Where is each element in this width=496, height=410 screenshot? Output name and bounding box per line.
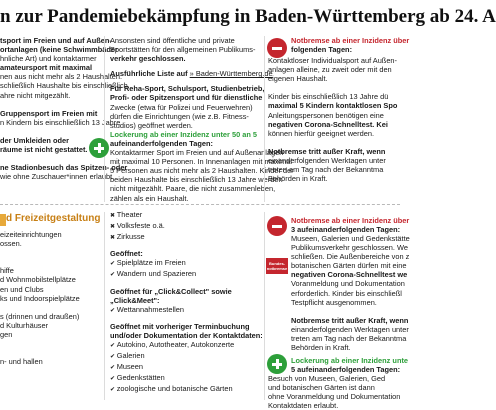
text-line: zählen als ein Haushalt. [110, 193, 189, 203]
column-divider [264, 212, 265, 400]
minus-icon [267, 38, 287, 58]
text-line: en und Clubs [0, 284, 44, 294]
text-line: Notbremse tritt außer Kraft, wenn [268, 146, 386, 156]
text-line: Besuch von Museen, Galerien, Ged [268, 374, 386, 383]
open-item: ✔ Spielplätze im Freien [110, 258, 262, 269]
text-line [0, 154, 98, 163]
text-line: ks und Indoorspielplätze [0, 293, 80, 303]
minus-icon [267, 216, 287, 236]
text-line: ohne Voranmeldung und Dokumentation [268, 392, 401, 402]
text-line: Sportstätten für den allgemeinen Publikums- [110, 45, 256, 55]
text-line: botanischen Gärten dürfen mit eine [291, 261, 407, 271]
text-line [268, 138, 400, 147]
text-line: Publikumsverkehr geschlossen. We [291, 243, 408, 253]
text-line: Kinder bis einschließlich 13 Jahre dü [268, 92, 389, 102]
text-line: ortanlagen (keine Schwimmbäder [0, 45, 118, 55]
text-line: Testpflicht ausgenommen. [291, 297, 377, 307]
text-line: amateursport mit maximal [0, 63, 93, 73]
text-line: können hierfür geeignet werden. [268, 128, 375, 138]
text-line: dürfen die Einrichtungen (wie z.B. Fitness- [110, 111, 249, 121]
text-line: einanderfolgenden Werktagen unter [268, 156, 386, 166]
text-line: der Umkleiden oder [0, 136, 69, 146]
term-heading: Geöffnet mit vorheriger Terminbuchung [110, 321, 250, 331]
open-heading: Geöffnet: [110, 249, 143, 259]
text-line: treten am Tag nach der Bekanntma [268, 165, 384, 175]
text-line: räume ist nicht gestattet. [0, 145, 88, 155]
text-line: d Wohnmobilstellplätze [0, 275, 76, 285]
details-link-line [110, 69, 273, 79]
column-divider [104, 36, 105, 202]
text-line: anlagen alleine, zu zweit oder mit den [268, 65, 392, 75]
term-item: ✔ zoologische und botanische Gärten [110, 384, 262, 395]
text-line: negativen Corona-Schnelltest. Kei [268, 119, 388, 129]
top-col3-body [268, 56, 400, 183]
text-line: und botanischen Gärten ist dann [268, 383, 375, 393]
text-line: maximal 5 Kindern kontaktlosen Spo [268, 101, 398, 111]
text-line: s (drinnen und draußen) [0, 311, 80, 321]
bottom-col2 [110, 210, 262, 396]
red-heading: Notbremse ab einer Inzidenz über [291, 36, 410, 45]
text-line: beiden Haushalte bis einschließlich 13 Jahre werden [110, 175, 283, 185]
text-line: gen [0, 330, 13, 340]
text-line: nen aus nicht mehr als 2 Haushalten. [0, 72, 123, 82]
green-heading: Lockerung ab einer Inzidenz unte [291, 356, 409, 365]
bottom-col3-head [291, 216, 423, 234]
text-line: 5 Personen aus nicht mehr als 2 Haushalten. Kinder der [110, 166, 294, 176]
text-line: treten am Tag nach der Bekanntma [291, 334, 407, 344]
details-link-prefix: Ausführliche Liste auf [110, 69, 190, 79]
text-line: ahre nicht mitgezählt. [0, 90, 71, 100]
text-line: n- und hallen [0, 357, 43, 367]
text-line: hnliche Art) und kontaktarmer [0, 54, 97, 64]
text-line: Kontaktarmer Sport im Freien und auf Außenanlagen [110, 148, 284, 158]
bottom-col3-body [291, 234, 423, 352]
text-line: verkehr geschlossen. [110, 54, 186, 64]
text-line: negativen Corona-Schnelltest we [291, 270, 408, 280]
text-line: erforderlich. Kinder bis einschließl [291, 288, 402, 298]
red-heading-2: folgenden Tagen: [291, 45, 353, 55]
text-line: Behörden in Kraft. [291, 343, 351, 353]
text-line: einanderfolgenden Werktagen unter [291, 324, 409, 334]
closed-item: ✖ Zirkusse [110, 232, 262, 243]
text-line: studios) geöffnet werden. [110, 120, 193, 130]
text-line: Profi- oder Spitzensport und für dienstliche [110, 93, 263, 103]
column-divider [264, 36, 265, 202]
text-line: d Kulturhäuser [0, 320, 49, 330]
text-line: Kontaktdaten erlaubt. [268, 401, 339, 410]
page-title: n zur Pandemiebekämpfung in Baden-Württemberg ab 24. A [0, 6, 496, 27]
text-line [0, 339, 98, 348]
text-line: wie ohne Zuschauer*innen erlaubt. [0, 172, 115, 182]
section-title: d Freizeitgestaltung [6, 213, 101, 224]
red-heading-2: 3 aufeinanderfolgenden Tagen: [291, 225, 401, 235]
text-line: schließlich Haushalte bis einschließlich [0, 81, 128, 91]
plus-icon [267, 354, 287, 374]
cc-item: ✔ Wettannahmestellen [110, 305, 262, 316]
bottom-col3-green [291, 356, 423, 374]
green-heading-2: aufeinanderfolgenden Tagen: [110, 138, 213, 148]
text-line [0, 257, 98, 266]
term-heading-2: und/oder Dokumentation der Kontaktdaten: [110, 330, 263, 340]
details-link[interactable]: » Baden-Württemberg.de [189, 69, 273, 79]
term-item: ✔ Autokino, Autotheater, Autokonzerte [110, 340, 262, 351]
term-item: ✔ Museen [110, 362, 262, 373]
text-line: tsport im Freien und auf Außen- [0, 36, 112, 45]
text-line: Gruppensport im Freien mit [0, 108, 98, 118]
top-col3 [291, 36, 423, 54]
text-line: eizeiteinrichtungen [0, 230, 62, 239]
text-line: Für Reha-Sport, Schulsport, Studienbetrieb, [110, 84, 265, 94]
text-line [0, 303, 98, 312]
green-heading-2: 5 aufeinanderfolgenden Tagen: [291, 365, 401, 375]
text-line: Ansonsten sind öffentliche und private [110, 36, 235, 45]
closed-item: ✖ Theater [110, 210, 262, 221]
text-line [0, 248, 98, 257]
text-line: Notbremse tritt außer Kraft, wenn [291, 315, 409, 325]
green-heading: Lockerung ab einer Inzidenz unter 50 an 5 [110, 129, 258, 139]
term-item: ✔ Galerien [110, 351, 262, 362]
text-line: hiffe [0, 266, 14, 276]
bottom-col3-green-body [268, 374, 400, 410]
text-line: Zwecke (etwa für Polizei und Feuerwehren) [110, 102, 253, 112]
text-line: schließen. Die Außenbereiche von z [291, 252, 410, 262]
text-line [291, 307, 423, 316]
text-line [0, 348, 98, 357]
text-line [268, 83, 400, 92]
cc-heading: Geöffnet für „Click&Collect" sowie [110, 286, 232, 296]
text-line: ne Stadionbesuch das Spitzen- oder [0, 163, 128, 173]
closed-item: ✖ Volksfeste o.ä. [110, 221, 262, 232]
text-line: Voranmeldung und Dokumentation [291, 279, 405, 289]
text-line: Museen, Galerien und Gedenkstätte [291, 234, 410, 243]
plus-icon [89, 138, 109, 158]
text-line: mit maximal 10 Personen. In Innenanlagen mit maximal [110, 157, 292, 167]
top-col1 [0, 36, 128, 182]
text-line: Behörden in Kraft. [268, 174, 328, 184]
text-line: Anleitungspersonen benötigen eine [268, 110, 384, 120]
cc-heading-2: „Click&Meet": [110, 295, 160, 305]
text-line: ossen. [0, 239, 22, 249]
bundesnotbremse-badge: Bundes-notbremse [266, 258, 288, 274]
text-line: eigenen Haushalt. [268, 74, 328, 84]
top-col2 [110, 36, 294, 203]
term-item: ✔ Gedenkstätten [110, 373, 262, 384]
text-line: Kontaktloser Individualsport auf Außen- [268, 56, 398, 65]
text-line [0, 100, 98, 109]
red-heading: Notbremse ab einer Inzidenz über [291, 216, 410, 225]
text-line [0, 127, 98, 136]
section-divider [0, 204, 400, 205]
open-item: ✔ Wandern und Spazieren [110, 269, 262, 280]
text-line: n Kindern bis einschließlich 13 Jahre [0, 117, 121, 127]
column-divider [104, 212, 105, 400]
bottom-col1 [0, 230, 98, 366]
text-line: nicht mitgezählt. Paare, die nicht zusammenleben, [110, 184, 276, 194]
